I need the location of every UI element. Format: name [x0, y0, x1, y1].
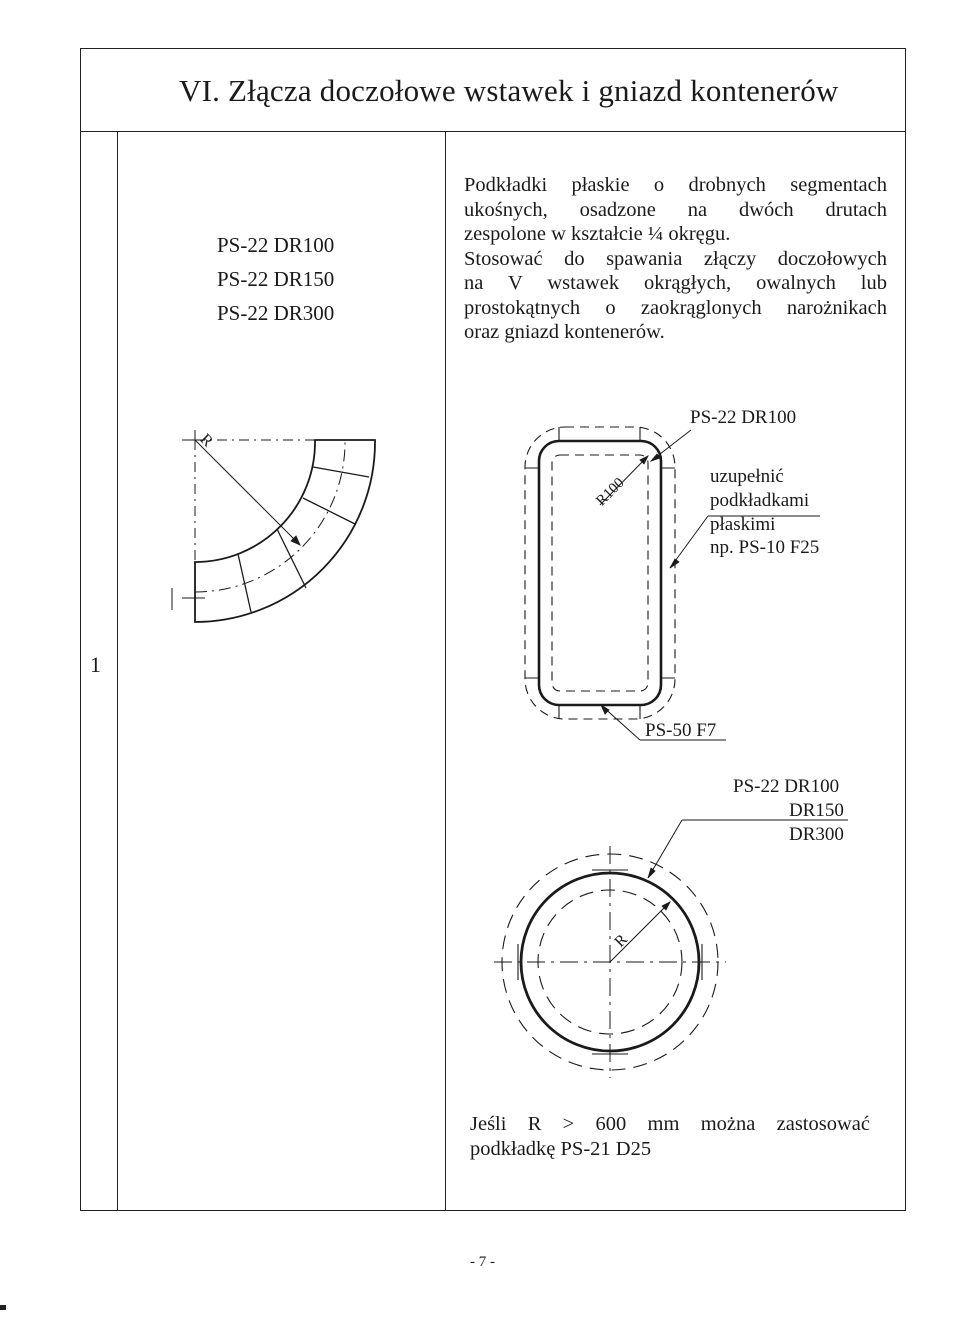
note-line: podkładkę PS-21 D25	[470, 1138, 652, 1160]
circle-drawing	[494, 820, 848, 1078]
row-number: 1	[90, 652, 101, 677]
note	[470, 1112, 870, 1162]
quarter-circle-drawing	[172, 430, 375, 622]
description-line: Stosować do spawania złączy doczołowych	[464, 247, 887, 270]
rect-side-label: uzupełnić	[710, 466, 784, 487]
description-line: zespolone w kształcie ¼ okręgu.	[464, 223, 731, 245]
description-line: Podkładki płaskie o drobnych segmentach	[464, 174, 887, 196]
circle-label: DR150	[789, 800, 844, 821]
rect-side-label: podkładkami	[710, 490, 810, 511]
circle-label: PS-22 DR100	[733, 776, 840, 797]
product-code: PS-22 DR100	[217, 233, 335, 257]
scan-mark	[0, 1305, 6, 1310]
product-code: PS-22 DR150	[217, 267, 335, 291]
quarter-radius-label: R	[196, 430, 217, 451]
description-line: ukośnych, osadzone na dwóch drutach	[464, 198, 887, 221]
page-number: - 7 -	[470, 1254, 495, 1270]
product-code: PS-22 DR300	[217, 301, 335, 325]
rect-bottom-label: PS-50 F7	[645, 720, 717, 741]
rect-side-label: płaskimi	[710, 514, 776, 535]
description-line: oraz gniazd kontenerów.	[464, 321, 665, 343]
rect-top-label: PS-22 DR100	[690, 407, 797, 428]
description-line: na V wstawek okrągłych, owalnych lub	[464, 272, 887, 294]
page-title: VI. Złącza doczołowe wstawek i gniazd kontenerów	[179, 73, 839, 108]
rect-side-label: np. PS-10 F25	[710, 537, 820, 558]
description-line: prostokątnych o zaokrąglonych narożnikach	[464, 296, 887, 319]
rect-radius-label: R100	[593, 474, 628, 510]
circle-label: DR300	[789, 824, 844, 845]
circle-radius-label: R	[611, 931, 631, 951]
note-line: Jeśli R > 600 mm można zastosować	[470, 1113, 870, 1135]
